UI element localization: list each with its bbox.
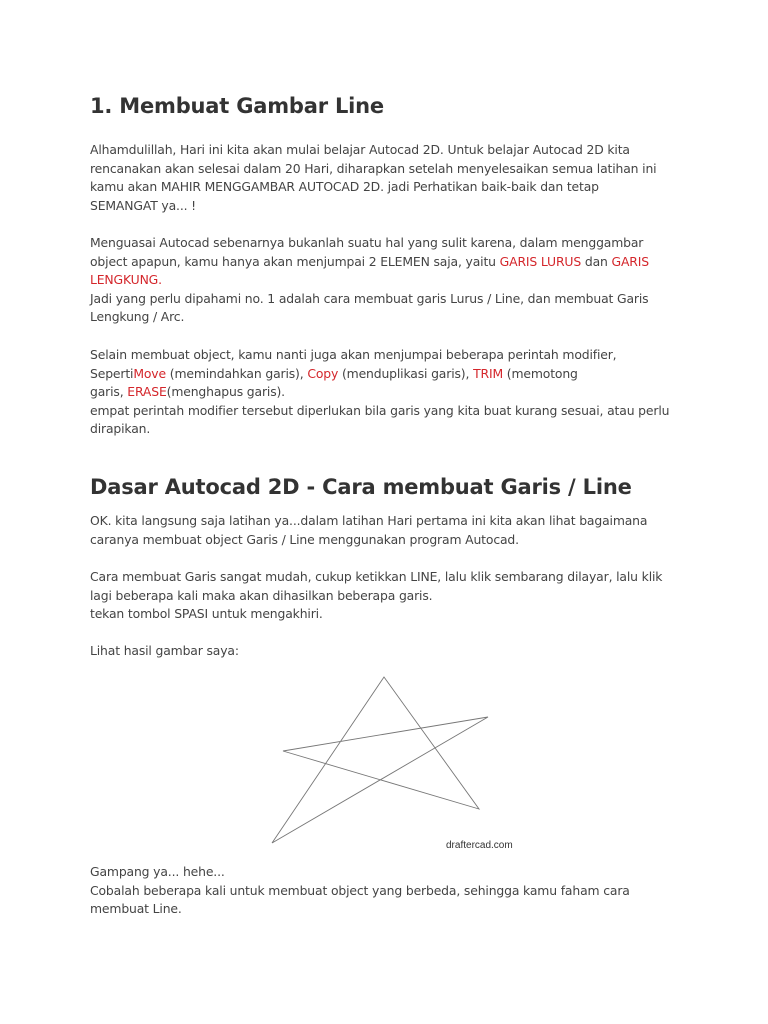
highlight-erase: ERASE	[127, 384, 167, 400]
highlight-move: Move	[133, 365, 166, 381]
text-line: membuat Line.	[90, 901, 182, 917]
highlight-lengkung: LENGKUNG.	[90, 272, 162, 288]
text-line: dirapikan.	[90, 421, 151, 437]
text-line: caranya membuat object Garis / Line menggunakan program Autocad.	[90, 531, 519, 547]
heading-dasar-autocad: Dasar Autocad 2D - Cara membuat Garis / Line	[90, 475, 632, 499]
highlight-trim: TRIM	[473, 365, 503, 381]
text: (menduplikasi garis),	[338, 365, 474, 381]
text-line: Selain membuat object, kamu nanti juga akan menjumpai beberapa perintah modifier,	[90, 347, 617, 362]
text-line: Jadi yang perlu dipahami no. 1 adalah cara membuat garis Lurus / Line, dan membuat Garis	[90, 290, 649, 306]
text: object apapun, kamu hanya akan menjumpai 2 ELEMEN saja, yaitu	[90, 253, 500, 269]
text-line: rencanakan akan selesai dalam 20 Hari, diharapkan setelah menyelesaikan semua latihan ini	[90, 160, 657, 176]
text: Seperti	[90, 365, 134, 381]
image-watermark: draftercad.com	[446, 840, 513, 851]
text: dan	[581, 253, 612, 269]
text-line: Cobalah beberapa kali untuk membuat object yang berbeda, sehingga kamu faham cara	[90, 882, 630, 898]
text-line: tekan tombol SPASI untuk mengakhiri.	[90, 606, 323, 622]
highlight-garis-lurus: GARIS LURUS	[499, 253, 582, 269]
text-line: Alhamdulillah, Hari ini kita akan mulai belajar Autocad 2D. Untuk belajar Autocad 2D kita	[90, 142, 630, 157]
text-line: Gampang ya... hehe...	[90, 864, 225, 879]
text-line: lagi beberapa kali maka akan dihasilkan beberapa garis.	[90, 587, 433, 603]
text-line: kamu akan MAHIR MENGGAMBAR AUTOCAD 2D. jadi Perhatikan baik-baik dan tetap	[90, 179, 599, 195]
text-line: OK. kita langsung saja latihan ya...dalam latihan Hari pertama ini kita akan lihat bagaimana	[90, 513, 648, 528]
text: (memindahkan garis),	[165, 365, 308, 381]
highlight-copy: Copy	[307, 365, 339, 381]
text: (menghapus garis).	[166, 384, 285, 400]
text-line: SEMANGAT ya... !	[90, 197, 196, 213]
text-line: Cara membuat Garis sangat mudah, cukup ketikkan LINE, lalu klik sembarang dilayar, lalu klik	[90, 569, 663, 584]
text: garis,	[90, 384, 128, 400]
heading-membuat-gambar-line: 1. Membuat Gambar Line	[90, 94, 384, 118]
highlight-garis: GARIS	[611, 253, 649, 269]
text: (memotong	[503, 365, 578, 381]
text-line: Lihat hasil gambar saya:	[90, 643, 239, 658]
text-line: Lengkung / Arc.	[90, 309, 185, 325]
text-line: Menguasai Autocad sebenarnya bukanlah suatu hal yang sulit karena, dalam menggambar	[90, 235, 644, 250]
star-line	[272, 677, 488, 843]
text-line: empat perintah modifier tersebut diperlukan bila garis yang kita buat kurang sesuai, atau perlu	[90, 402, 670, 418]
paragraph-gampang	[90, 863, 690, 919]
